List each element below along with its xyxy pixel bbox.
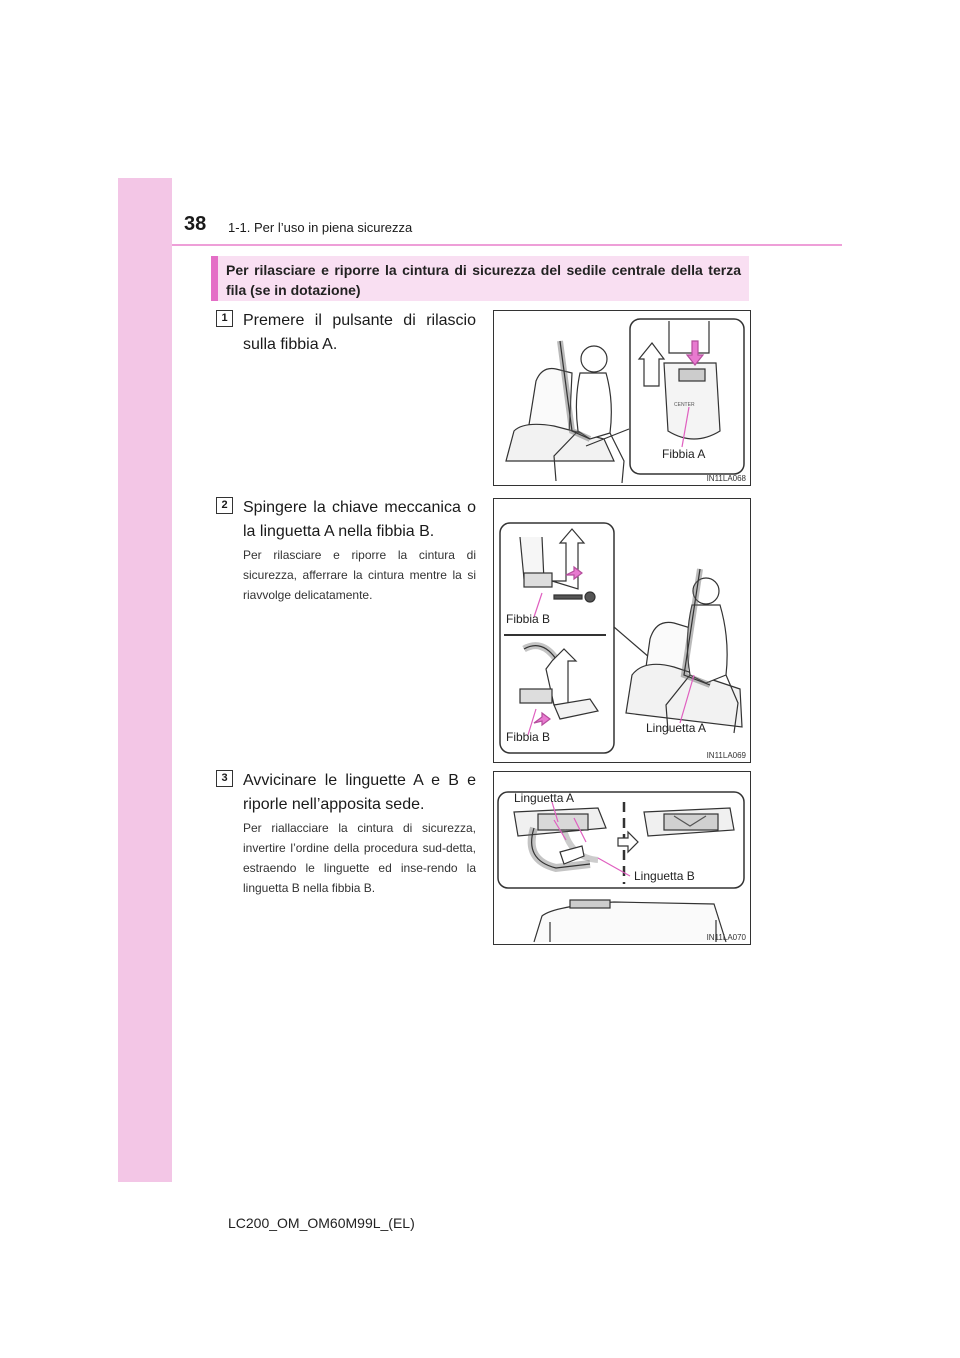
callout-linguetta-a: Linguetta A — [646, 721, 707, 735]
center-button-label: CENTER — [674, 402, 695, 408]
step-1-text: Premere il pulsante di rilascio sulla fibbia A. — [243, 312, 476, 353]
figure-code: IN11LA068 — [706, 474, 746, 483]
seat-buckle-illustration — [494, 311, 750, 485]
document-code: LC200_OM_OM60M99L_(EL) — [228, 1215, 415, 1231]
step-3-text: Avvicinare le linguette A e B e riporle nell’apposita sede. — [243, 772, 476, 813]
callout-linguetta-b: Linguetta B — [634, 869, 695, 883]
callout-fibbia-b-lower: Fibbia B — [506, 730, 551, 744]
chapter-side-bar — [118, 178, 172, 1182]
callout-fibbia-b-upper: Fibbia B — [506, 612, 551, 626]
topic-accent-bar — [211, 256, 218, 301]
header-divider — [172, 244, 842, 246]
step-2-note: Per rilasciare e riporre la cintura di sicurezza, afferrare la cintura mentre la si riavvolge delicatamente. — [243, 548, 476, 602]
figure-code: IN11LA069 — [706, 751, 746, 760]
page-number: 38 — [184, 213, 207, 235]
topic-title: Per rilasciare e riporre la cintura di sicurezza del sedile centrale della terza fila (se in dotazione) — [226, 262, 741, 298]
step-2-text: Spingere la chiave meccanica o la linguetta A nella fibbia B. — [243, 499, 476, 540]
topic-heading-box — [211, 256, 749, 301]
belt-release-illustration — [494, 499, 750, 762]
figure-code: IN11LA070 — [706, 933, 746, 942]
step-2-figure — [493, 498, 751, 763]
callout-fibbia-a: Fibbia A — [662, 447, 706, 461]
step-1-number: 1 — [216, 310, 233, 327]
callout-linguetta-a: Linguetta A — [514, 791, 575, 805]
step-3-note: Per riallacciare la cintura di sicurezza, invertire l’ordine della procedura sud-detta, estraendo le linguette ed inse-rendo la linguetta B nella fibbia B. — [243, 821, 476, 895]
section-title: 1-1. Per l’uso in piena sicurezza — [228, 220, 413, 235]
step-3-number: 3 — [216, 770, 233, 787]
step-2-number: 2 — [216, 497, 233, 514]
step-3-figure — [493, 771, 751, 945]
step-1-figure — [493, 310, 751, 486]
